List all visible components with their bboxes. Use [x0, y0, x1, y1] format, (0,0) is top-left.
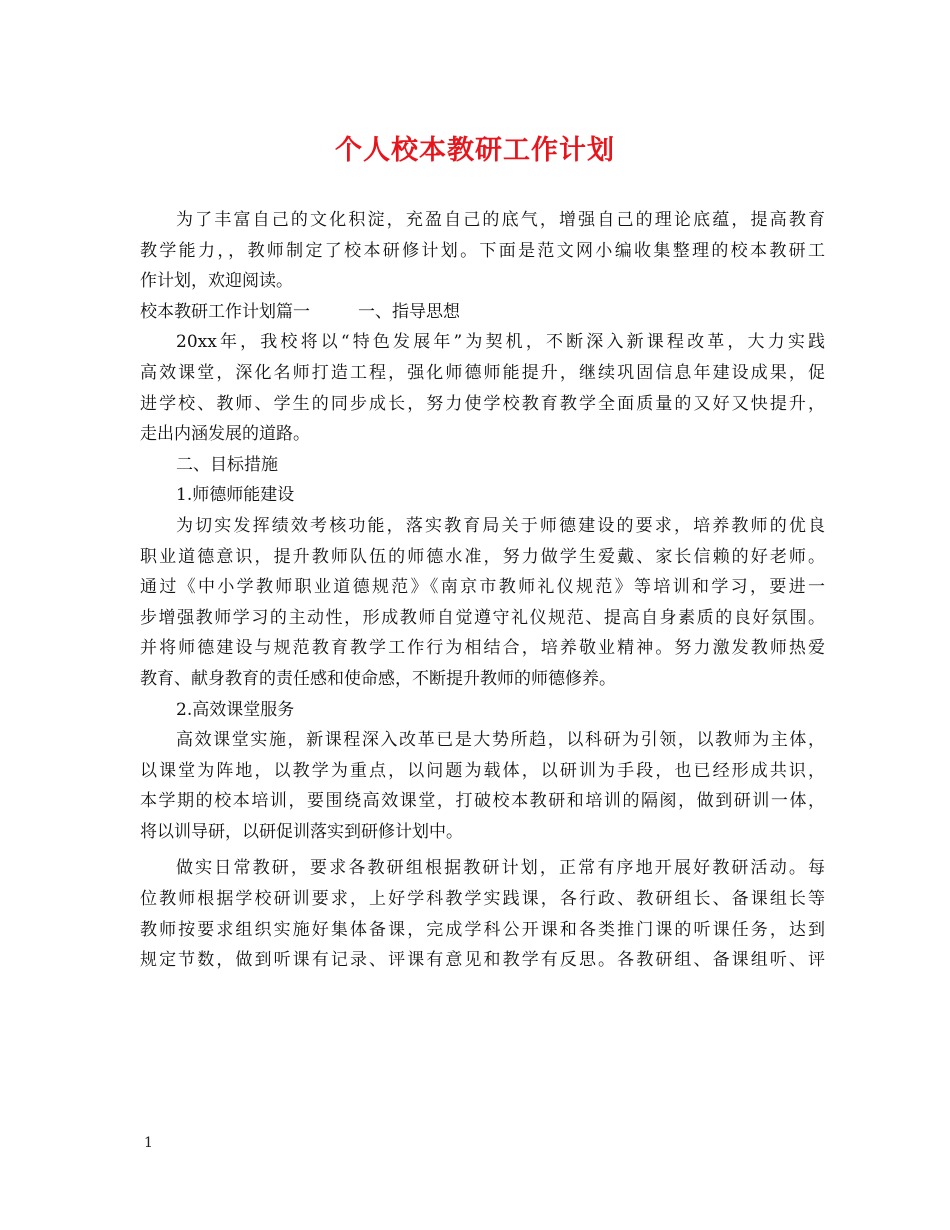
section-heading: 一、指导思想: [358, 301, 460, 322]
text-line: [140, 945, 825, 976]
text-line-content: 将以训导研，以研促训落实到研修计划中。: [140, 821, 463, 842]
text-line: [140, 756, 825, 787]
text-line: [140, 786, 825, 817]
text-line-content: 作计划，欢迎阅读。: [140, 271, 293, 292]
text-line: [140, 603, 825, 634]
text-line: [140, 419, 825, 450]
text-line: [140, 915, 825, 946]
text-line: [140, 725, 825, 756]
text-line: [140, 853, 825, 884]
document-title: 个人校本教研工作计划: [335, 135, 615, 166]
text-line: [140, 695, 825, 726]
text-line-content: 并将师德建设与规范教育教学工作行为相结合，培养敬业精神。努力激发教师热爱: [140, 638, 825, 659]
text-line: [140, 572, 825, 603]
text-line-content: 校本教研工作计划篇一: [140, 301, 310, 322]
text-line-content: 进学校、教师、学生的同步成长，努力使学校教育教学全面质量的又好又快提升，: [140, 393, 825, 414]
text-line-content: 为了丰富自己的文化积淀，充盈自己的底气，增强自己的理论底蕴，提高教育: [176, 210, 825, 230]
page-number: 1: [144, 1135, 153, 1151]
text-line: [140, 327, 825, 358]
text-line-content: 步增强教师学习的主动性，形成教师自觉遵守礼仪规范、提高自身素质的良好氛围。: [140, 607, 825, 628]
text-line-content: 1.师德师能建设: [176, 485, 295, 506]
text-line-content: 做实日常教研，要求各教研组根据教研计划，正常有序地开展好教研活动。每: [176, 858, 825, 879]
text-line: [140, 236, 825, 267]
text-line: [140, 266, 825, 297]
text-line: [140, 389, 825, 420]
document-body: [140, 205, 825, 976]
text-line-content: 教师按要求组织实施好集体备课，完成学科公开课和各类推门课的听课任务，达到: [140, 919, 825, 940]
text-line: [140, 884, 825, 915]
text-line-content: 教育、献身教育的责任感和使命感，不断提升教师的师德修养。: [140, 668, 616, 689]
text-line-content: 为切实发挥绩效考核功能，落实教育局关于师德建设的要求，培养教师的优良: [176, 515, 825, 536]
text-line: [140, 205, 825, 236]
text-line: [140, 542, 825, 573]
text-line-content: 二、目标措施: [176, 454, 278, 475]
text-line-content: 2.高效课堂服务: [176, 699, 295, 720]
text-line-content: 本学期的校本培训，要围绕高效课堂，打破校本教研和培训的隔阂，做到研训一体，: [140, 791, 825, 812]
text-line-content: 高效课堂实施，新课程深入改革已是大势所趋，以科研为引领，以教师为主体，: [176, 730, 825, 751]
text-line-content: 规定节数，做到听课有记录、评课有意见和教学有反思。各教研组、备课组听、评: [140, 950, 825, 971]
text-line: [140, 450, 825, 481]
text-line: [140, 297, 825, 328]
text-line-content: 以课堂为阵地，以教学为重点，以问题为载体，以研训为手段，也已经形成共识，: [140, 760, 825, 781]
text-line-content: 高效课堂，深化名师打造工程，强化师德师能提升，继续巩固信息年建设成果，促: [140, 362, 825, 383]
text-line-content: 教学能力，，教师制定了校本研修计划。下面是范文网小编收集整理的校本教研工: [140, 240, 825, 261]
text-line: [140, 480, 825, 511]
text-line: [140, 633, 825, 664]
text-line: [140, 511, 825, 542]
text-line: [140, 817, 825, 848]
text-line-content: 走出内涵发展的道路。: [140, 424, 310, 445]
text-line: [140, 358, 825, 389]
text-line-content: 通过《中小学教师职业道德规范》《南京市教师礼仪规范》等培训和学习，要进一: [140, 577, 825, 598]
text-line-content: 职业道德意识，提升教师队伍的师德水准，努力做学生爱戴、家长信赖的好老师。: [140, 546, 825, 567]
text-line: [140, 664, 825, 695]
text-line-content: 位教师根据学校研训要求，上好学科教学实践课，各行政、教研组长、备课组长等: [140, 889, 825, 910]
text-line-content: 20xx年，我校将以“特色发展年”为契机，不断深入新课程改革，大力实践: [176, 332, 825, 353]
